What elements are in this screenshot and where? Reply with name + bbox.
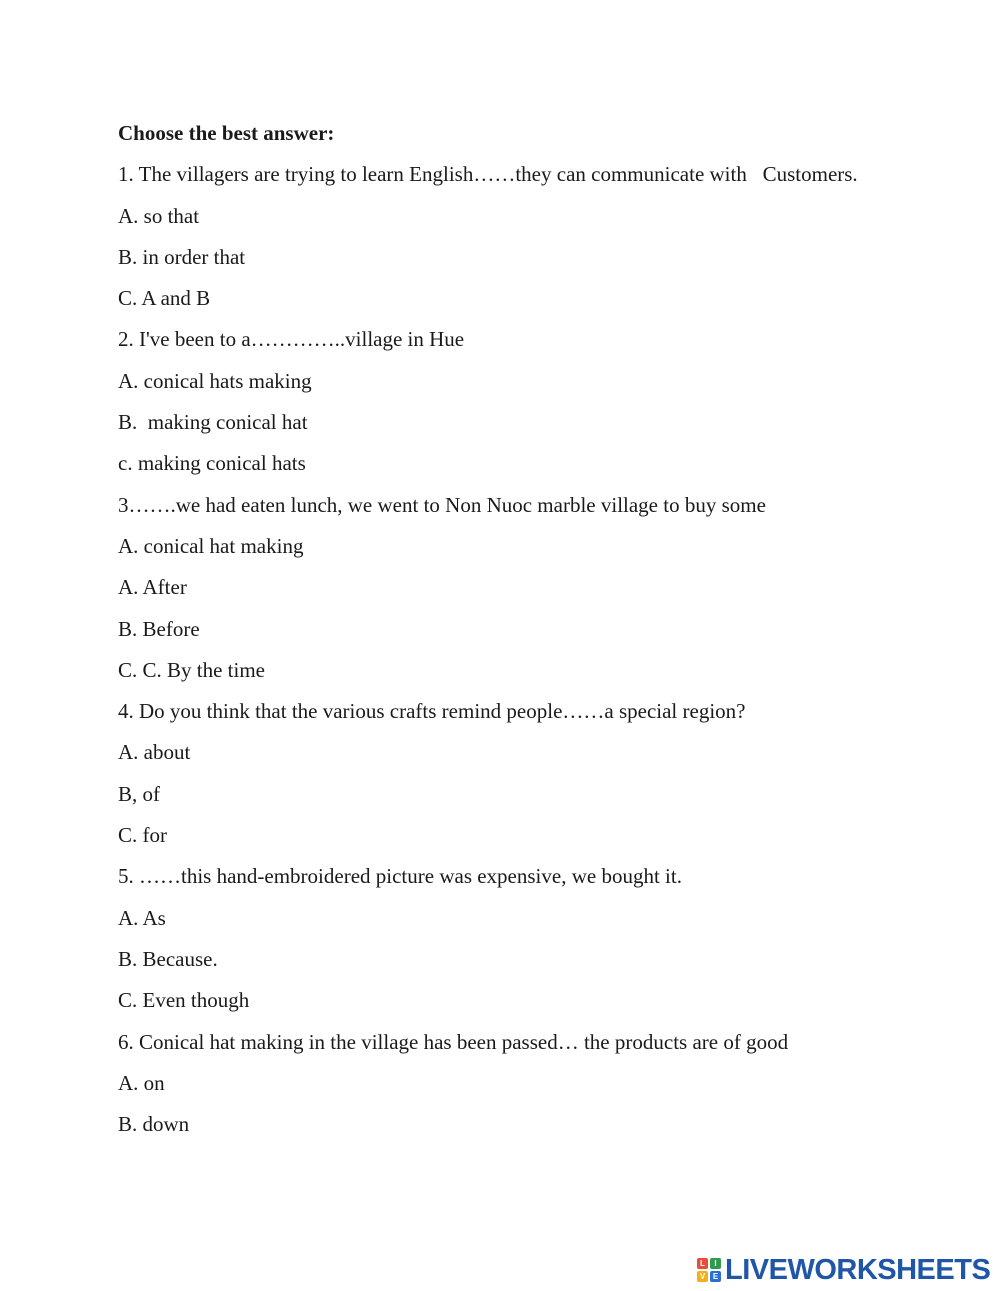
logo-mark-tile: L bbox=[697, 1258, 708, 1269]
question-3-option-c: C. C. By the time bbox=[118, 657, 265, 682]
logo-text: LIVEWORKSHEETS bbox=[725, 1254, 991, 1286]
question-3-text: 3…….we had eaten lunch, we went to Non Nuoc marble village to buy some bbox=[118, 492, 766, 517]
question-1-option-b: B. in order that bbox=[118, 244, 246, 269]
question-5-option-a: A. As bbox=[118, 905, 166, 930]
question-4-option-b: B, of bbox=[118, 781, 160, 806]
question-6-option-a: A. on bbox=[118, 1070, 165, 1095]
question-6-option-b: B. down bbox=[118, 1112, 190, 1137]
worksheet-heading: Choose the best answer: bbox=[118, 121, 335, 145]
worksheet bbox=[118, 113, 978, 1145]
question-3-option-b: B. Before bbox=[118, 616, 200, 641]
liveworksheets-logo bbox=[697, 1252, 990, 1288]
question-5-text: 5. ……this hand-embroidered picture was expensive, we bought it. bbox=[118, 864, 682, 889]
question-4-option-a: A. about bbox=[118, 740, 191, 765]
logo-mark-tile: E bbox=[710, 1271, 721, 1282]
question-2-text: 2. I've been to a…………..village in Hue bbox=[118, 327, 465, 352]
question-3-option-a: A. After bbox=[118, 575, 187, 600]
question-3-extra-line: A. conical hat making bbox=[118, 533, 304, 558]
question-5-option-b: B. Because. bbox=[118, 946, 218, 971]
question-1-option-a: A. so that bbox=[118, 203, 200, 228]
logo-mark-icon bbox=[697, 1258, 721, 1282]
question-4-text: 4. Do you think that the various crafts remind people……a special region? bbox=[118, 699, 746, 724]
question-6-text: 6. Conical hat making in the village has been passed… the products are of good bbox=[118, 1029, 789, 1054]
question-1-text: 1. The villagers are trying to learn English……they can communicate with Customers. bbox=[118, 162, 858, 187]
question-2-option-c: c. making conical hats bbox=[118, 451, 306, 476]
question-2-option-a: A. conical hats making bbox=[118, 368, 312, 393]
question-4-option-c: C. for bbox=[118, 823, 167, 848]
question-1-option-c: C. A and B bbox=[118, 286, 211, 311]
logo-mark-tile: V bbox=[697, 1271, 708, 1282]
logo-mark-tile: I bbox=[710, 1258, 721, 1269]
question-2-option-b: B. making conical hat bbox=[118, 410, 308, 435]
question-5-option-c: C. Even though bbox=[118, 988, 250, 1013]
